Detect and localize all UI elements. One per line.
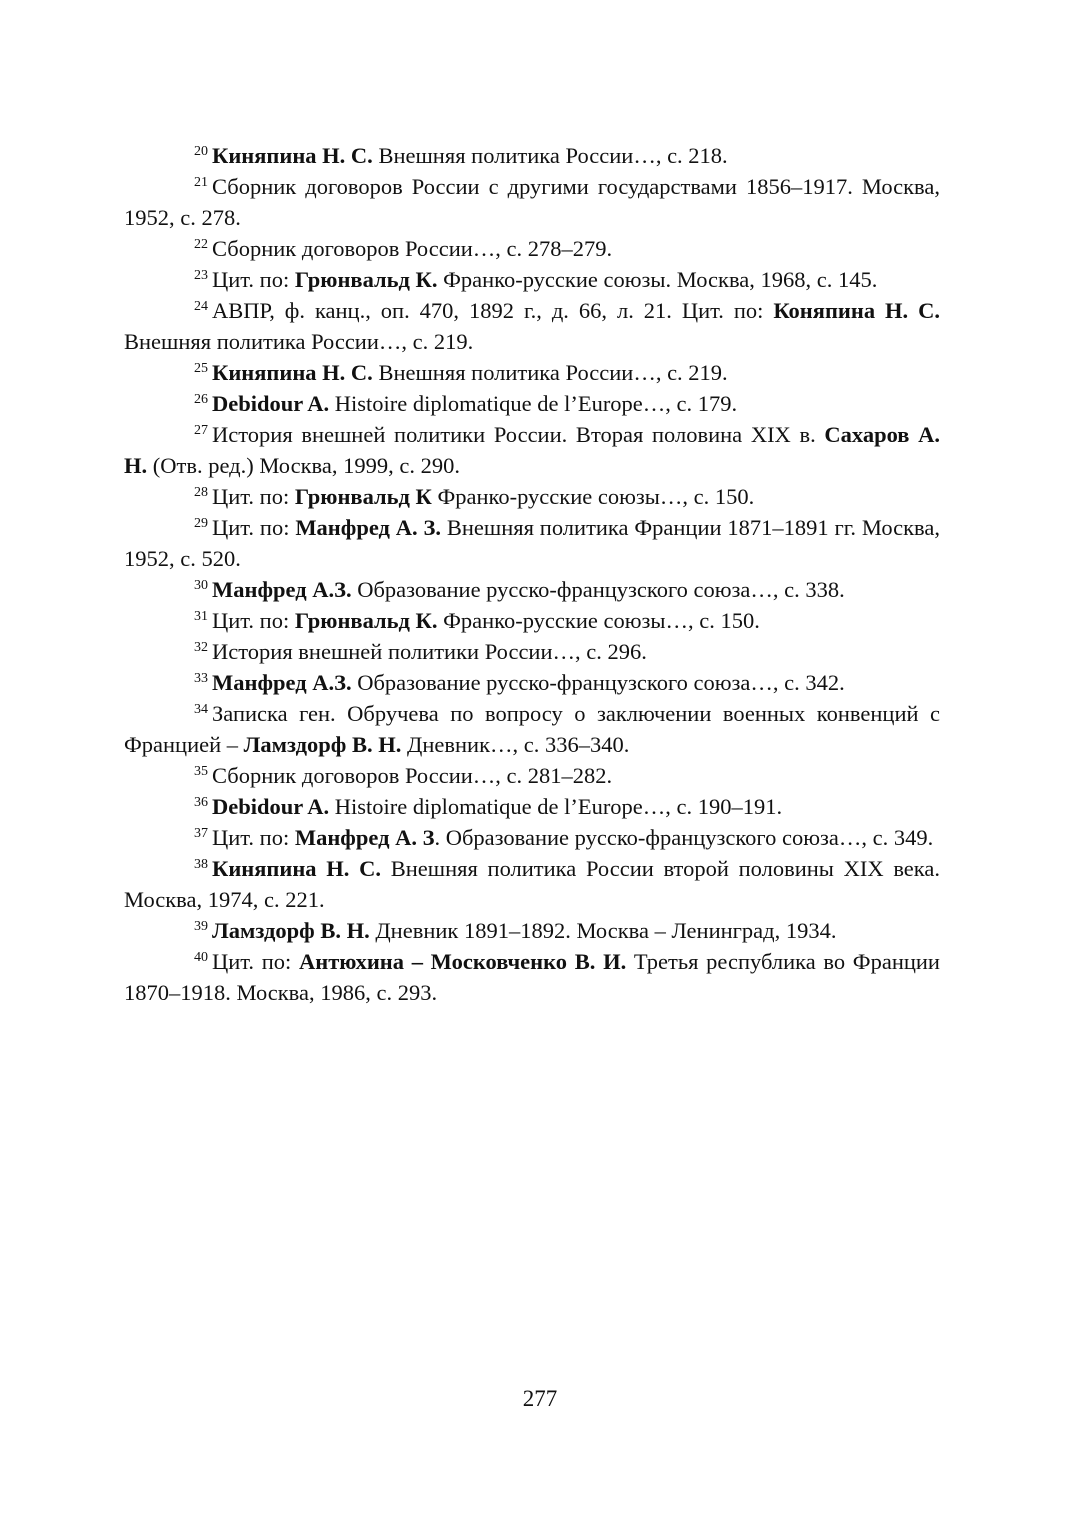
- footnote-39: [124, 915, 940, 946]
- footnote-text: История внешней политики России…, с. 296.: [212, 639, 647, 664]
- footnote-number: 31: [194, 608, 208, 624]
- footnote-number: 24: [194, 298, 208, 314]
- footnote-author: Киняпина Н. С.: [212, 360, 373, 385]
- footnote-40: [124, 946, 940, 1008]
- footnote-23: [124, 264, 940, 295]
- footnote-text: Сборник договоров России…, с. 278–279.: [212, 236, 613, 261]
- footnote-20: [124, 140, 940, 171]
- footnote-36: [124, 791, 940, 822]
- footnote-24: [124, 295, 940, 357]
- footnote-27: [124, 419, 940, 481]
- footnote-text: Внешняя политика России…, с. 219.: [372, 360, 728, 385]
- footnote-34: [124, 698, 940, 760]
- footnote-number: 25: [194, 360, 208, 376]
- footnote-text: . Образование русско-французского союза…, с. 349.: [434, 825, 934, 850]
- footnote-26: [124, 388, 940, 419]
- footnote-text: Внешняя политика России…, с. 218.: [372, 143, 728, 168]
- footnote-22: [124, 233, 940, 264]
- footnote-29: [124, 512, 940, 574]
- footnote-number: 23: [194, 267, 208, 283]
- footnote-number: 26: [194, 391, 208, 407]
- footnote-text: Франко-русские союзы…, с. 150.: [437, 608, 760, 633]
- footnote-text: Histoire diplomatique de l’Europe…, с. 190–191.: [329, 794, 783, 819]
- footnote-number: 32: [194, 639, 208, 655]
- footnote-number: 39: [194, 918, 208, 934]
- footnote-number: 20: [194, 143, 208, 159]
- footnote-number: 33: [194, 670, 208, 686]
- footnote-text: Сборник договоров России с другими государствами 1856–1917. Москва, 1952, с. 278.: [124, 174, 940, 230]
- footnote-text: Франко-русские союзы. Москва, 1968, с. 145.: [437, 267, 878, 292]
- footnote-text: Дневник 1891–1892. Москва – Ленинград, 1934.: [369, 918, 837, 943]
- footnote-number: 34: [194, 701, 208, 717]
- footnote-number: 22: [194, 236, 208, 252]
- footnote-text: Histoire diplomatique de l’Europe…, с. 179.: [329, 391, 738, 416]
- footnote-author: Киняпина Н. С.: [212, 856, 381, 881]
- footnote-text: История внешней политики России. Вторая половина XIX в.: [212, 422, 825, 447]
- footnote-number: 29: [194, 515, 208, 531]
- footnote-33: [124, 667, 940, 698]
- footnote-author: Грюнвальд К.: [294, 608, 438, 633]
- footnote-number: 28: [194, 484, 208, 500]
- footnote-37: [124, 822, 940, 853]
- footnote-text: Дневник…, с. 336–340.: [401, 732, 630, 757]
- footnote-text: Внешняя политика России второй половины XIX века. Москва, 1974, с. 221.: [124, 856, 940, 912]
- footnote-text: Третья республика во Франции 1870–1918. Москва, 1986, с. 293.: [124, 949, 940, 1005]
- footnote-number: 40: [194, 949, 208, 965]
- footnote-text: Цит. по:: [212, 949, 299, 974]
- footnote-number: 36: [194, 794, 208, 810]
- footnote-text: Образование русско-французского союза…, с. 338.: [351, 577, 845, 602]
- page-number: 277: [522, 1386, 558, 1411]
- footnote-21: [124, 171, 940, 233]
- footnote-text: Записка ген. Обручева по вопросу о заключении военных конвенций с Францией –: [124, 701, 940, 757]
- footnote-text: АВПР, ф. канц., оп. 470, 1892 г., д. 66, л. 21. Цит. по:: [212, 298, 774, 323]
- footnote-number: 37: [194, 825, 208, 841]
- footnote-number: 30: [194, 577, 208, 593]
- footnote-author: Коняпина Н. С.: [773, 298, 940, 323]
- footnote-text: Цит. по:: [212, 484, 295, 509]
- footnote-text: Образование русско-французского союза…, с. 342.: [351, 670, 845, 695]
- footnote-30: [124, 574, 940, 605]
- footnote-author: Грюнвальд К.: [294, 267, 438, 292]
- footnote-text: (Отв. ред.) Москва, 1999, с. 290.: [147, 453, 460, 478]
- footnote-text: Цит. по:: [212, 515, 296, 540]
- footnote-28: [124, 481, 940, 512]
- footnote-text: Цит. по:: [212, 267, 295, 292]
- footnote-author: Debidour A.: [212, 391, 330, 416]
- footnote-text: Сборник договоров России…, с. 281–282.: [212, 763, 613, 788]
- footnote-number: 38: [194, 856, 208, 872]
- footnote-text: Внешняя политика Франции 1871–1891 гг. Москва, 1952, с. 520.: [124, 515, 940, 571]
- footnote-author: Манфред А. З.: [295, 515, 441, 540]
- footnote-author: Debidour A.: [212, 794, 330, 819]
- footnote-author: Манфред А.З.: [212, 670, 352, 695]
- footnote-number: 21: [194, 174, 208, 190]
- footnote-text: Франко-русские союзы…, с. 150.: [431, 484, 755, 509]
- footnote-author: Сахаров А. Н.: [124, 422, 940, 478]
- footnotes-list: [124, 140, 940, 1008]
- footnote-author: Грюнвальд К: [294, 484, 432, 509]
- footnote-number: 27: [194, 422, 208, 438]
- footnote-31: [124, 605, 940, 636]
- footnote-text: Цит. по:: [212, 825, 295, 850]
- footnote-text: Цит. по:: [212, 608, 295, 633]
- footnote-author: Киняпина Н. С.: [212, 143, 373, 168]
- footnote-35: [124, 760, 940, 791]
- footnote-38: [124, 853, 940, 915]
- footnote-author: Антюхина – Московченко В. И.: [299, 949, 627, 974]
- footnote-number: 35: [194, 763, 208, 779]
- footnote-author: Манфред А. З: [294, 825, 435, 850]
- footnote-author: Ламздорф В. Н.: [212, 918, 370, 943]
- footnote-32: [124, 636, 940, 667]
- footnote-text: Внешняя политика России…, с. 219.: [124, 329, 474, 354]
- footnote-author: Манфред А.З.: [212, 577, 352, 602]
- footnote-25: [124, 357, 940, 388]
- footnote-author: Ламздорф В. Н.: [243, 732, 402, 757]
